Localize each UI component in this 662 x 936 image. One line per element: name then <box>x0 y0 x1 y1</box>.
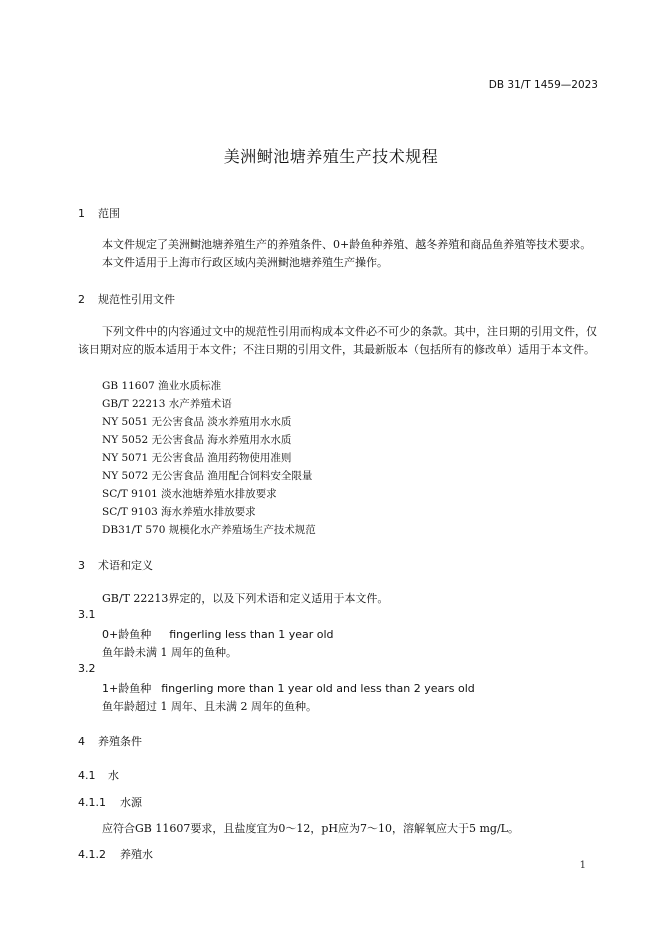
terms-intro: GB/T 22213界定的，以及下列术语和定义适用于本文件。 <box>102 592 389 605</box>
water-source-requirement: 应符合GB 11607要求，且盐度宜为0～12，pH应为7～10，溶解氧应大于5 mg/L。 <box>102 822 519 835</box>
reference-item: GB/T 22213 水产养殖术语 <box>102 398 232 410</box>
document-title: 美洲鲥池塘养殖生产技术规程 <box>223 147 439 166</box>
section-title: 水 <box>108 769 119 782</box>
term-english: fingerling less than 1 year old <box>169 628 334 641</box>
section-title: 水源 <box>120 796 142 809</box>
section-number: 4 <box>78 735 85 748</box>
page-number: 1 <box>579 860 586 871</box>
term-heading <box>102 626 334 642</box>
term-number: 3.1 <box>78 608 96 621</box>
reference-item: NY 5051 无公害食品 淡水养殖用水水质 <box>102 416 292 428</box>
reference-item: SC/T 9101 淡水池塘养殖水排放要求 <box>102 488 277 500</box>
scope-paragraph-2: 本文件适用于上海市行政区域内美洲鲥池塘养殖生产操作。 <box>102 256 388 269</box>
section-title: 养殖水 <box>120 848 153 861</box>
document-number: DB 31/T 1459—2023 <box>488 79 598 91</box>
section-2-heading <box>78 291 175 307</box>
term-number: 3.2 <box>78 662 96 675</box>
scope-paragraph-1: 本文件规定了美洲鲥池塘养殖生产的养殖条件、0+龄鱼种养殖、越冬养殖和商品鱼养殖等技术要求。 <box>102 238 592 251</box>
section-3-heading <box>78 557 153 573</box>
section-4-1-1-heading <box>78 794 142 810</box>
section-1-heading <box>78 205 120 221</box>
term-heading <box>102 680 475 696</box>
reference-item: DB31/T 570 规模化水产养殖场生产技术规范 <box>102 524 316 536</box>
section-number: 4.1.2 <box>78 848 106 861</box>
section-title: 范围 <box>98 207 120 220</box>
section-4-heading <box>78 733 142 749</box>
section-title: 养殖条件 <box>98 735 142 748</box>
reference-item: NY 5071 无公害食品 渔用药物使用准则 <box>102 452 292 464</box>
section-title: 规范性引用文件 <box>98 293 175 306</box>
normative-intro: 下列文件中的内容通过文中的规范性引用而构成本文件必不可少的条款。其中，注日期的引用文件，仅该日期对应的版本适用于本文件；不注日期的引用文件，其最新版本（包括所有的修改单）适用于本文件。 <box>78 325 597 356</box>
section-title: 术语和定义 <box>98 559 153 572</box>
section-4-1-heading <box>78 767 119 783</box>
section-number: 1 <box>78 207 85 220</box>
reference-item: SC/T 9103 海水养殖水排放要求 <box>102 506 256 518</box>
term-definition: 鱼年龄未满 1 周年的鱼种。 <box>102 646 237 659</box>
reference-item: NY 5052 无公害食品 海水养殖用水水质 <box>102 434 292 446</box>
reference-item: GB 11607 渔业水质标准 <box>102 380 222 392</box>
term-chinese: 1+龄鱼种 <box>102 682 152 695</box>
section-4-1-2-heading <box>78 846 153 862</box>
section-number: 2 <box>78 293 85 306</box>
term-chinese: 0+龄鱼种 <box>102 628 152 641</box>
section-number: 3 <box>78 559 85 572</box>
section-number: 4.1 <box>78 769 96 782</box>
term-definition: 鱼年龄超过 1 周年、且未满 2 周年的鱼种。 <box>102 700 317 713</box>
term-english: fingerling more than 1 year old and less than 2 years old <box>161 682 475 695</box>
reference-item: NY 5072 无公害食品 渔用配合饲料安全限量 <box>102 470 313 482</box>
section-number: 4.1.1 <box>78 796 106 809</box>
